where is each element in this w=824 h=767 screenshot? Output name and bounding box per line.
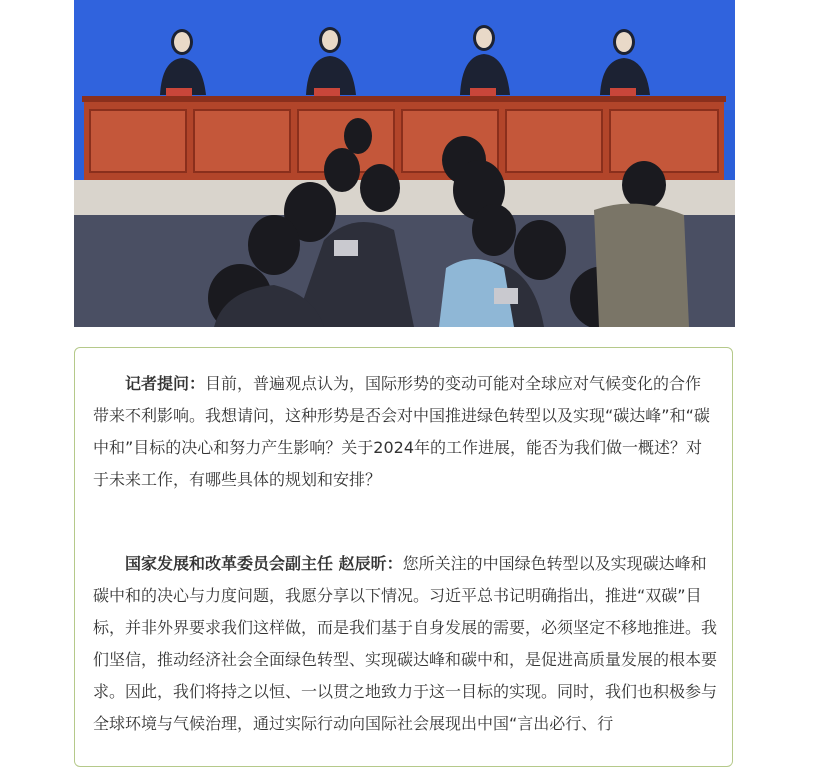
question-text: 目前，普遍观点认为，国际形势的变动可能对全球应对气候变化的合作带来不利影响。我想请问，这种形势是否会对中国推进绿色转型以及实现“碳达峰”和“碳中和”目标的决心和努力产生影响？关于2024年的工作进展，能否为我们做一概述？对于未来工作，有哪些具体的规划和安排？ bbox=[93, 374, 710, 489]
question-paragraph bbox=[93, 368, 717, 496]
press-conference-photo bbox=[74, 0, 735, 327]
question-speaker: 记者提问： bbox=[125, 374, 206, 393]
photo-illustration bbox=[74, 0, 735, 327]
article-content-box bbox=[74, 347, 733, 767]
answer-text: 您所关注的中国绿色转型以及实现碳达峰和碳中和的决心与力度问题，我愿分享以下情况。习近平总书记明确指出，推进“双碳”目标，并非外界要求我们这样做，而是我们基于自身发展的需要，必须坚定不移地推进。我们坚信，推动经济社会全面绿色转型、实现碳达峰和碳中和，是促进高质量发展的根本要求。因此，我们将持之以恒、一以贯之地致力于这一目标的实现。同时，我们也积极参与全球环境与气候治理，通过实际行动向国际社会展现出中国“言出必行、行 bbox=[93, 554, 718, 733]
answer-speaker: 国家发展和改革委员会副主任 赵辰昕： bbox=[125, 554, 403, 573]
answer-paragraph bbox=[93, 548, 717, 740]
